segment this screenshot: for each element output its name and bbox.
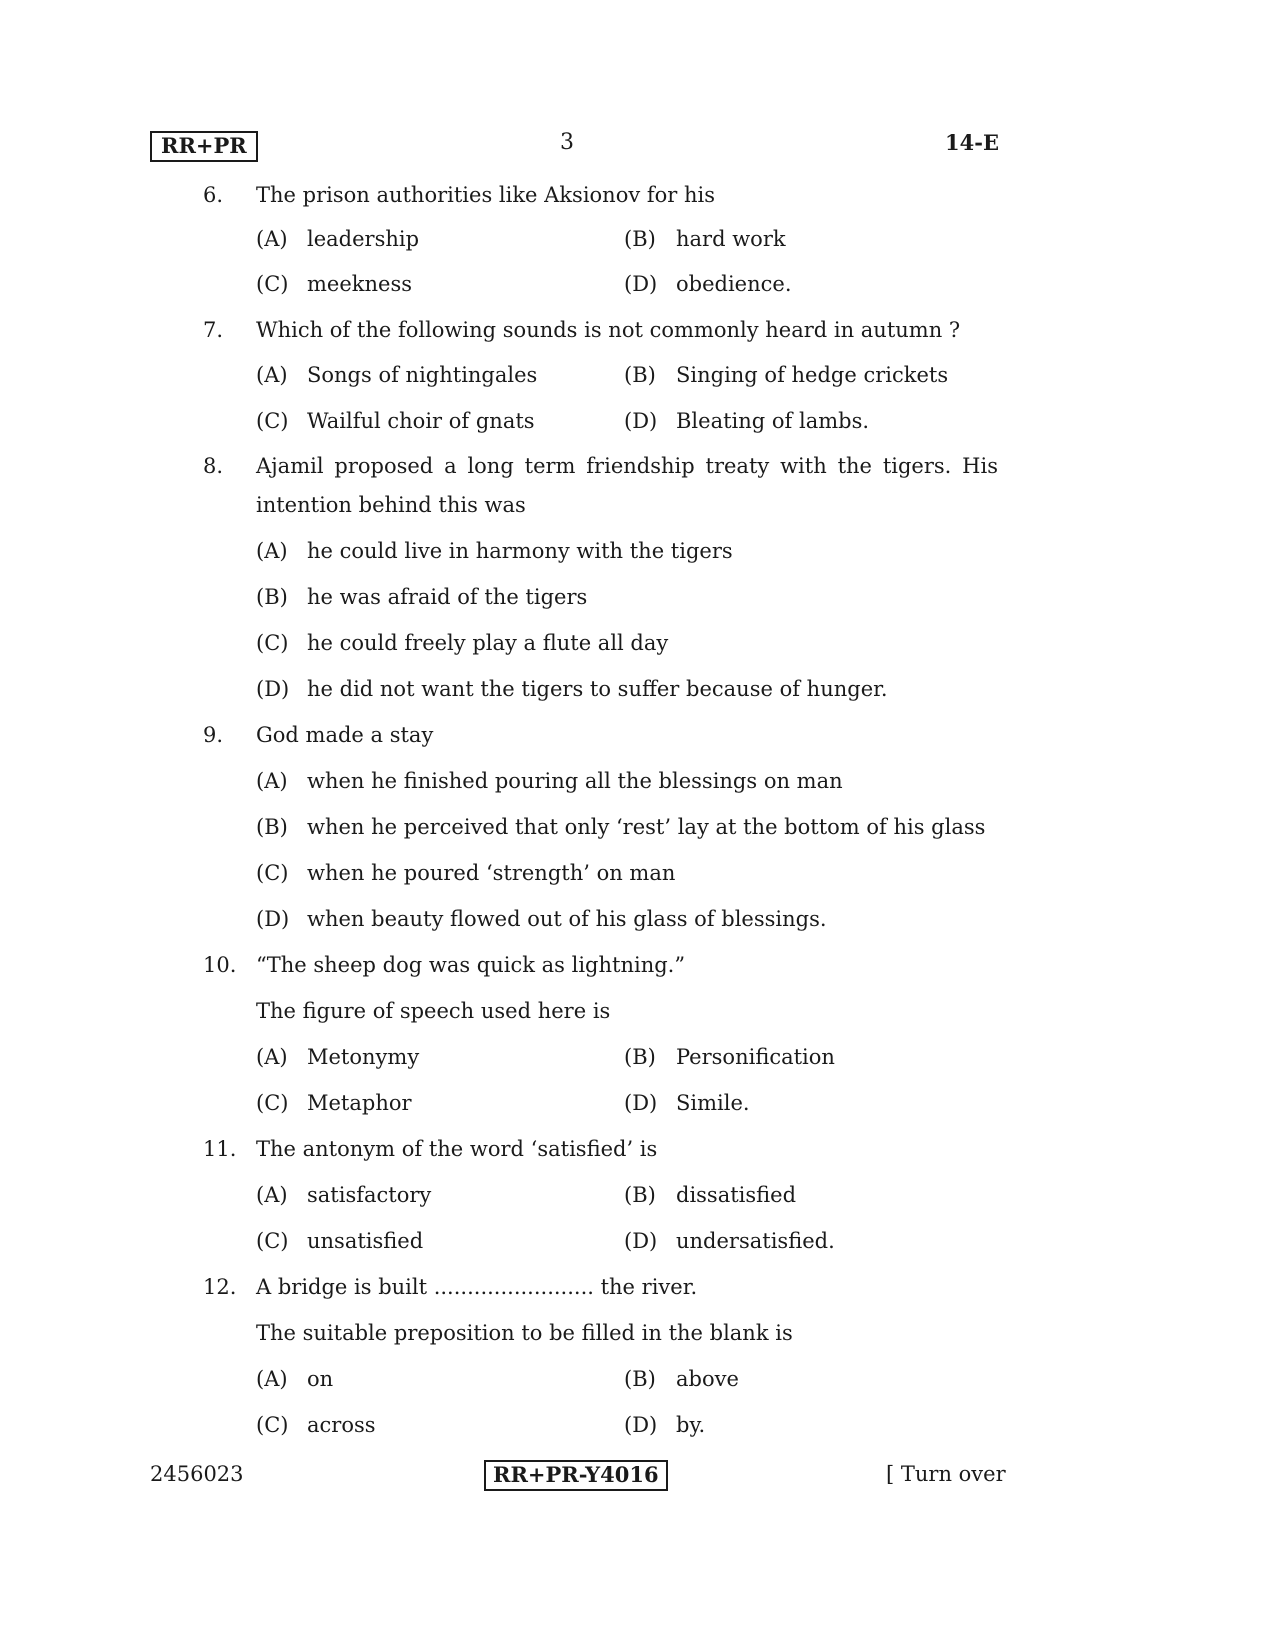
option-text: satisfactory xyxy=(307,1183,432,1207)
option-letter: (A) xyxy=(256,363,288,387)
option-letter: (D) xyxy=(624,409,658,433)
option-text: Metonymy xyxy=(307,1045,420,1069)
option-letter: (A) xyxy=(256,539,288,563)
option-letter: (C) xyxy=(256,1413,289,1437)
option-text: across xyxy=(307,1413,376,1437)
option-letter: (C) xyxy=(256,272,289,296)
option-text: leadership xyxy=(307,227,420,251)
option-text: he could live in harmony with the tigers xyxy=(307,539,733,563)
question-text: Which of the following sounds is not commonly heard in autumn ? xyxy=(256,318,961,342)
question-number: 11. xyxy=(203,1137,237,1161)
option-letter: (D) xyxy=(624,1229,658,1253)
option-text: on xyxy=(307,1367,334,1391)
option-letter: (C) xyxy=(256,861,289,885)
option-letter: (B) xyxy=(624,227,656,251)
option-text: he could freely play a flute all day xyxy=(307,631,669,655)
option-text: when beauty flowed out of his glass of blessings. xyxy=(307,907,827,931)
option-letter: (A) xyxy=(256,769,288,793)
option-letter: (B) xyxy=(624,1183,656,1207)
option-text: hard work xyxy=(676,227,786,251)
question-text: The figure of speech used here is xyxy=(256,999,611,1023)
option-text: Metaphor xyxy=(307,1091,412,1115)
paper-code: 14-E xyxy=(945,130,999,155)
question-number: 8. xyxy=(203,454,224,478)
question-text: God made a stay xyxy=(256,723,434,747)
option-letter: (A) xyxy=(256,1045,288,1069)
option-text: above xyxy=(676,1367,739,1391)
option-text: dissatisfied xyxy=(676,1183,797,1207)
option-text: when he finished pouring all the blessings on man xyxy=(307,769,843,793)
option-text: he did not want the tigers to suffer because of hunger. xyxy=(307,677,888,701)
footer-code: 2456023 xyxy=(150,1462,244,1486)
option-text: Songs of nightingales xyxy=(307,363,538,387)
page-number: 3 xyxy=(560,130,574,155)
footer-series-box: RR+PR-Y4016 xyxy=(484,1460,668,1491)
option-text: Wailful choir of gnats xyxy=(307,409,535,433)
question-text: The antonym of the word ‘satisfied’ is xyxy=(256,1137,658,1161)
option-letter: (B) xyxy=(256,585,288,609)
option-text: when he perceived that only ‘rest’ lay at the bottom of his glass xyxy=(307,815,986,839)
option-letter: (B) xyxy=(256,815,288,839)
question-text: “The sheep dog was quick as lightning.” xyxy=(256,953,686,977)
option-letter: (C) xyxy=(256,1091,289,1115)
option-text: Singing of hedge crickets xyxy=(676,363,949,387)
option-text: unsatisfied xyxy=(307,1229,424,1253)
option-letter: (C) xyxy=(256,1229,289,1253)
question-text: Ajamil proposed a long term friendship treaty with the tigers. His xyxy=(256,454,998,478)
option-letter: (B) xyxy=(624,1367,656,1391)
question-number: 9. xyxy=(203,723,224,747)
option-text: Simile. xyxy=(676,1091,750,1115)
option-letter: (D) xyxy=(624,272,658,296)
option-letter: (D) xyxy=(624,1413,658,1437)
question-text: A bridge is built ........................ the river. xyxy=(256,1275,698,1299)
option-text: Bleating of lambs. xyxy=(676,409,870,433)
question-text: The suitable preposition to be filled in the blank is xyxy=(256,1321,793,1345)
option-letter: (D) xyxy=(256,677,290,701)
header-code-box: RR+PR xyxy=(150,131,258,162)
option-letter: (C) xyxy=(256,409,289,433)
option-text: by. xyxy=(676,1413,706,1437)
option-letter: (A) xyxy=(256,227,288,251)
option-letter: (D) xyxy=(624,1091,658,1115)
option-letter: (B) xyxy=(624,1045,656,1069)
turn-over-label: [ Turn over xyxy=(886,1462,1006,1486)
question-text: intention behind this was xyxy=(256,493,526,517)
option-text: meekness xyxy=(307,272,412,296)
option-letter: (C) xyxy=(256,631,289,655)
option-text: when he poured ‘strength’ on man xyxy=(307,861,676,885)
question-number: 6. xyxy=(203,183,224,207)
option-text: Personification xyxy=(676,1045,835,1069)
option-letter: (B) xyxy=(624,363,656,387)
question-number: 10. xyxy=(203,953,237,977)
option-letter: (A) xyxy=(256,1183,288,1207)
option-letter: (D) xyxy=(256,907,290,931)
option-letter: (A) xyxy=(256,1367,288,1391)
question-number: 7. xyxy=(203,318,224,342)
option-text: he was afraid of the tigers xyxy=(307,585,588,609)
option-text: undersatisfied. xyxy=(676,1229,835,1253)
option-text: obedience. xyxy=(676,272,792,296)
question-text: The prison authorities like Aksionov for his xyxy=(256,183,716,207)
question-number: 12. xyxy=(203,1275,237,1299)
